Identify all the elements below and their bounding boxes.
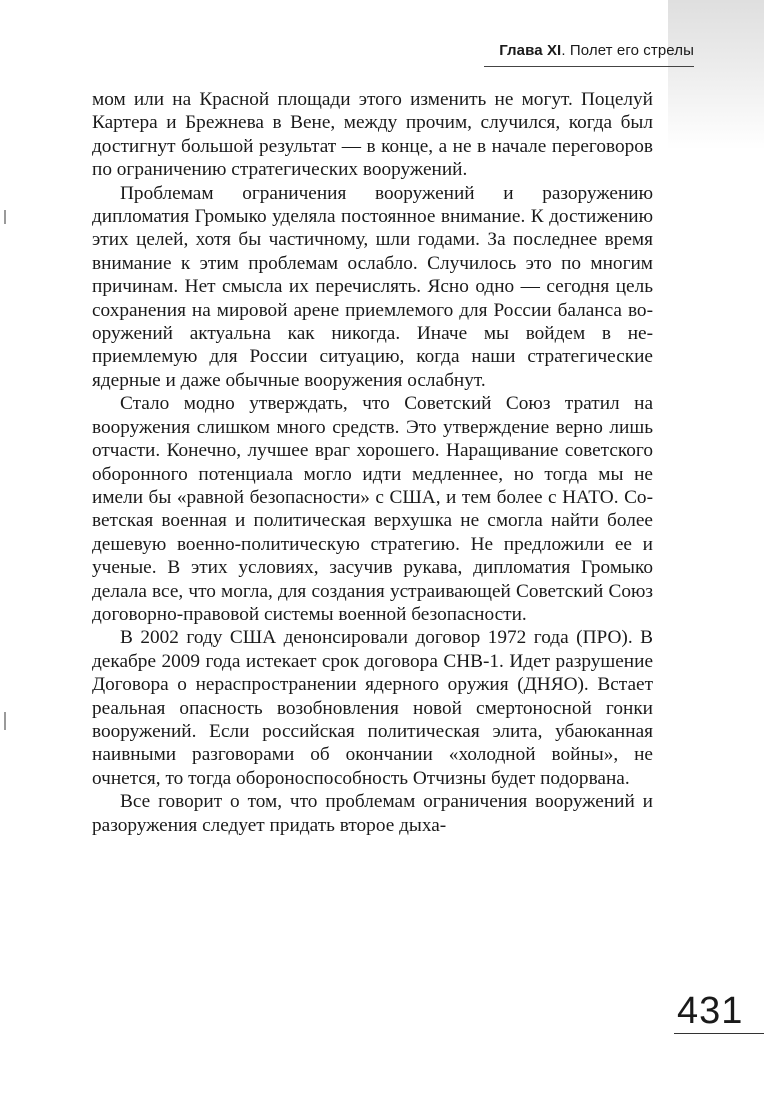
header-rule	[484, 66, 694, 67]
page-number-rule	[674, 1033, 764, 1034]
page-number: 431	[677, 990, 744, 1032]
paragraph: В 2002 году США денонсировали договор 1972 года (ПРО). В декабре 2009 года истекает срок договора СНВ-1. Идет разрушение Договора о нераспространении ядерного оружия (ДНЯО). Встает реальная опасность возобновления новой смертоносной гонки вооружений. Если российская политическая элита, убаюканная наивными разговорами об окончании «холодной войны», не очнется, то тогда обороноспособность Отчизны будет подорвана.	[92, 627, 653, 789]
scan-margin-mark	[4, 712, 6, 730]
scan-margin-mark	[4, 210, 6, 224]
chapter-title: Полет его стрелы	[569, 42, 694, 59]
paragraph: Проблемам ограничения вооружений и разоружению дипломатия Громыко уделяла постоянное внимание. К достижению этих целей, хотя бы частичному, шли годами. За последнее время внимание к этим проблемам ослабло. Случилось это по многим причинам. Нет смысла их перечислять. Ясно одно — сегодня цель сохранения на мировой арене приемлемого для России баланса вооружений актуальна как никогда. Иначе мы войдем в неприемлемую для России ситуацию, когда наши стратегические ядерные и даже обычные вооружения ослабнут.	[92, 182, 653, 391]
paragraph: мом или на Красной площади этого изменить не могут. Поцелуй Картера и Брежнева в Вене, между прочим, случился, когда был достигнут большой результат — в конце, а не в начале переговоров по ограничению стратегических вооружений.	[92, 89, 653, 181]
body-text	[92, 88, 653, 837]
paragraph: Стало модно утверждать, что Советский Союз тратил на вооружения слишком много средств. Это утверждение верно лишь отчасти. Конечно, лучшее враг хорошего. Наращивание советского оборонного потенциала могло идти медленнее, но тогда мы не имели бы «равной безопасности» с США, и тем более с НАТО. Советская военная и политическая верхушка не смогла найти более дешевую военно-политическую стратегию. Не предложили ее и ученые. В этих условиях, засучив рукава, дипломатия Громыко делала все, что могла, для создания устраивающей Советский Союз договорно-правовой системы военной безопасности.	[92, 393, 653, 625]
scan-corner-shadow	[668, 0, 764, 150]
header-separator: .	[561, 42, 570, 59]
chapter-label: Глава XI	[499, 42, 562, 59]
running-header	[499, 42, 694, 59]
paragraph: Все говорит о том, что проблемам ограничения вооружений и разоружения следует придать второе дыха-	[92, 791, 653, 836]
